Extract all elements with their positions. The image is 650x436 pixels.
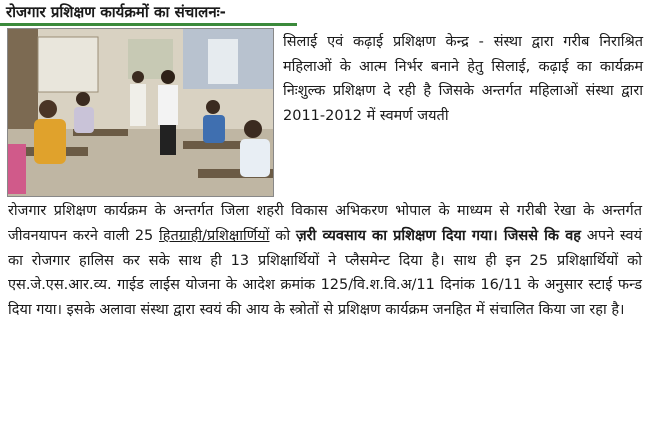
side-paragraph: सिलाई एवं कढ़ाई प्रशिक्षण केन्द्र - संस्था द्वारा गरीब निराश्रित महिलाओं के आत्म निर्भर बनाने हेतु सिलाई, कढ़ाई का कार्यक्रम निःशुल्क प्रशिक्षण दे रही है जिसके अन्तर्गत महिलाओं संस्था द्वारा 2011-2012 में स्वमर्ण जयती	[283, 34, 643, 124]
side-paragraph-block	[283, 30, 643, 128]
main-text-part2: को	[269, 227, 296, 244]
main-text-part1: रोजगार प्रशिक्षण कार्यक्रम के अन्तर्गत जिला शहरी विकास अभिकरण भोपाल के माध्यम से गरीबी रेखा के अन्तर्गत जीवनयापन करने वाली 25	[8, 203, 642, 244]
training-bold-text: ज़री व्यवसाय का प्रशिक्षण दिया गया। जिससे कि वह	[295, 227, 582, 244]
main-paragraph	[8, 199, 642, 323]
classroom-photo	[7, 28, 274, 197]
section-heading: रोजगार प्रशिक्षण कार्यक्रमों का संचालनः-	[6, 3, 226, 21]
heading-underline	[0, 23, 297, 26]
main-text-part3: अपने स्वयं का रोजगार हालिस कर सके साथ ही 13 प्रशिक्षार्थियों ने प्लैसमेन्ट दिया है। साथ ही इन 25 प्रशिक्षार्थियों को एस.जे.एस.आर.व्य. गाईड लाईस योजना के आदेश क्रमांक 125/वि.श.वि.अ/11 दिनांक 16/11 के अनुसार स्टाई फन्ड दिया गया। इसके अलावा संस्था द्वारा स्वयं की आय के स्त्रोतों से प्रशिक्षण कार्यक्रम जनहित में संचालित किया जा रहा है।	[8, 227, 642, 319]
beneficiaries-underlined: हितग्राही/प्रशिक्षार्णियों	[159, 227, 270, 244]
main-paragraph-block	[8, 199, 642, 323]
